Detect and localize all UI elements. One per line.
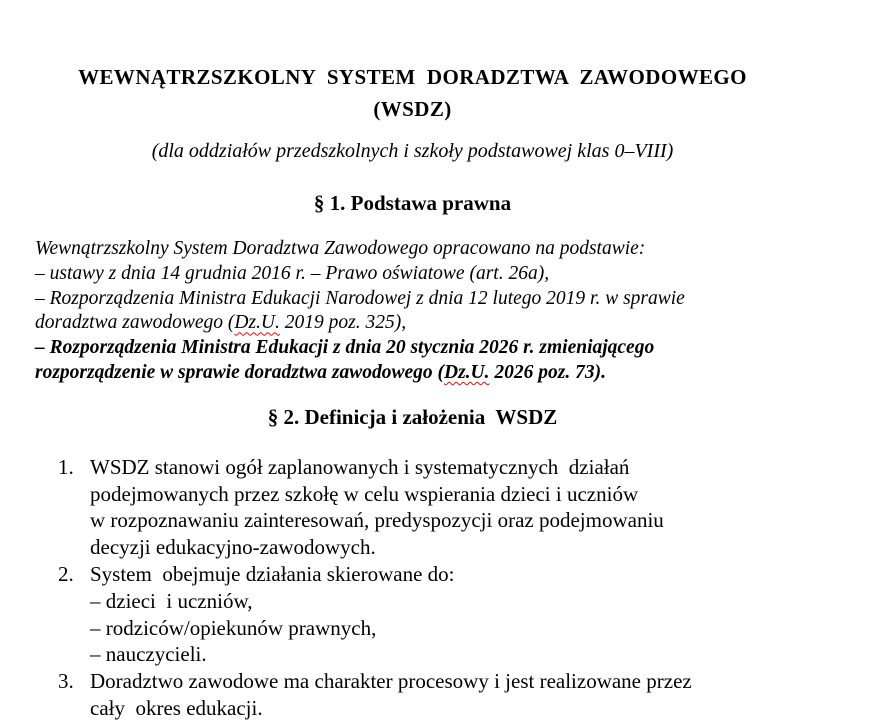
- document-subtitle: (dla oddziałów przedszkolnych i szkoły podstawowej klas 0–VIII): [151, 140, 674, 162]
- legal-line-regulation-2019: – Rozporządzenia Ministra Edukacji Narodowej z dnia 12 lutego 2019 r. w sprawie: [35, 287, 685, 309]
- list-subitem-line: – nauczycieli.: [90, 642, 207, 667]
- section1-heading: § 1. Podstawa prawna: [313, 191, 512, 215]
- legal-line-regulation-2026: – Rozporządzenia Ministra Edukacji z dnia 20 stycznia 2026 r. zmieniającego: [35, 337, 655, 359]
- list-item-line: cały okres edukacji.: [90, 695, 263, 720]
- list-item-text: [90, 561, 790, 668]
- list-item-text: [90, 454, 790, 561]
- list-item-line: WSDZ stanowi ogół zaplanowanych i systematycznych działań: [90, 454, 630, 479]
- list-item-3: [35, 668, 790, 722]
- legal-line-act-2016: – ustawy z dnia 14 grudnia 2016 r. – Prawo oświatowe (art. 26a),: [35, 262, 550, 284]
- list-item-number: 2.: [58, 561, 74, 586]
- list-item-1: [35, 454, 790, 561]
- title-line-2: (WSDZ): [373, 97, 452, 121]
- list-item-number: 3.: [58, 669, 74, 694]
- list-item-line: w rozpoznawaniu zainteresowań, predyspozycji oraz podejmowaniu: [90, 508, 664, 533]
- list-subitem-line: – dzieci i uczniów,: [90, 588, 253, 613]
- legal-text-segment: rozporządzenie w sprawie doradztwa zawodowego (: [35, 361, 445, 383]
- legal-text-segment: 2026 poz. 73).: [489, 361, 606, 383]
- spellcheck-flagged-word: Dz.U.: [444, 361, 490, 383]
- legal-line-regulation-2019-cont: [35, 311, 790, 336]
- list-item-text: [90, 668, 790, 722]
- list-item-line: Doradztwo zawodowe ma charakter procesowy i jest realizowane przez: [90, 669, 692, 694]
- document-title: [35, 61, 790, 125]
- list-item-line: podejmowanych przez szkołę w celu wspierania dzieci i uczniów: [90, 481, 639, 506]
- definition-list: [35, 454, 790, 722]
- list-item-2: [35, 561, 790, 668]
- spellcheck-flagged-word: Dz.U.: [234, 312, 280, 334]
- list-item-line: System obejmuje działania skierowane do:: [90, 561, 455, 586]
- legal-text-segment: 2019 poz. 325),: [279, 312, 407, 334]
- list-subitem-line: – rodziców/opiekunów prawnych,: [90, 615, 377, 640]
- list-item-line: decyzji edukacyjno-zawodowych.: [90, 535, 376, 560]
- legal-line-intro: Wewnątrzszkolny System Doradztwa Zawodowego opracowano na podstawie:: [35, 238, 646, 259]
- title-line-1: WEWNĄTRZSZKOLNY SYSTEM DORADZTWA ZAWODOWEGO: [78, 65, 747, 89]
- legal-text-segment: doradztwa zawodowego (: [35, 312, 235, 334]
- legal-basis-paragraph: [35, 237, 790, 386]
- section2-heading: § 2. Definicja i założenia WSDZ: [267, 404, 558, 429]
- list-item-number: 1.: [58, 454, 74, 479]
- legal-line-regulation-2026-cont: [35, 361, 790, 386]
